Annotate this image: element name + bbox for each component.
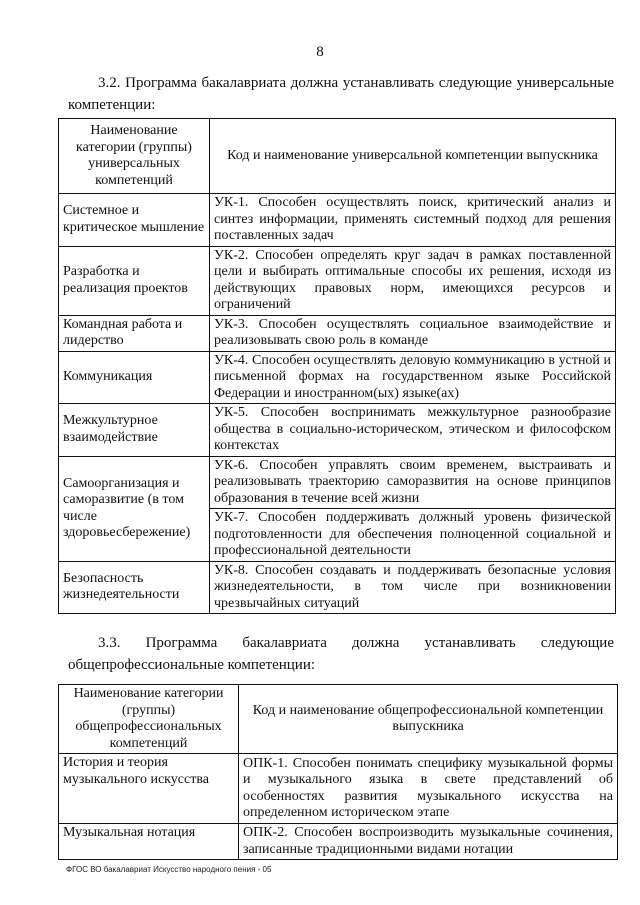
- competence-cell: УК-4. Способен осуществлять деловую коммуникацию в устной и письменной формах на государственном языке Российской Федерации и иностранном(ых) языке(ах): [210, 351, 616, 404]
- category-cell: Самоорганизация и саморазвитие (в том числе здоровьесбережение): [59, 456, 210, 561]
- competence-cell: УК-3. Способен осуществлять социальное взаимодействие и реализовывать свою роль в команде: [210, 315, 616, 351]
- general-professional-competencies-table: [58, 684, 618, 860]
- universal-competencies-table: [58, 118, 616, 614]
- intro-word: бакалавриата: [242, 635, 327, 651]
- competence-cell: УК-5. Способен воспринимать межкультурное разнообразие общества в социально-историческом, этическом и философском контекстах: [210, 404, 616, 457]
- table-row: [59, 351, 616, 404]
- section-3-3-intro-line2: общепрофессиональные компетенции:: [68, 657, 316, 673]
- table-row: [59, 456, 616, 509]
- intro-word: должна: [351, 635, 400, 651]
- page-number: 8: [316, 44, 324, 60]
- header-category: Наименование категории (группы) общепрофессиональных компетенций: [59, 685, 239, 754]
- category-cell: Коммуникация: [59, 351, 210, 404]
- intro-word: Программа: [145, 635, 218, 651]
- header-category: Наименование категории (группы) универсальных компетенций: [59, 119, 210, 194]
- page-footer: ФГОС ВО бакалавриат Искусство народного пения - 05: [66, 865, 272, 874]
- competence-cell: УК-7. Способен поддерживать должный уровень физической подготовленности для обеспечения полноценной социальной и профессиональной деятельности: [210, 509, 616, 562]
- competence-cell: ОПК-2. Способен воспроизводить музыкальные сочинения, записанные традиционными видами нотации: [239, 824, 618, 860]
- intro-word: следующие: [540, 635, 614, 651]
- section-3-3-intro: [68, 632, 614, 676]
- table-row: [59, 754, 618, 824]
- category-cell: Командная работа и лидерство: [59, 315, 210, 351]
- header-competence: Код и наименование универсальной компетенции выпускника: [210, 119, 616, 194]
- intro-word: устанавливать: [424, 635, 516, 651]
- competence-cell: УК-8. Способен создавать и поддерживать безопасные условия жизнедеятельности, в том числе при возникновении чрезвычайных ситуаций: [210, 561, 616, 614]
- table-row: [59, 194, 616, 247]
- category-cell: Безопасность жизнедеятельности: [59, 561, 210, 614]
- competence-cell: УК-6. Способен управлять своим временем, выстраивать и реализовывать траекторию саморазвития на основе принципов образования в течение всей жизни: [210, 456, 616, 509]
- table-row: [59, 561, 616, 614]
- category-cell: Разработка и реализация проектов: [59, 246, 210, 315]
- category-cell: Межкультурное взаимодействие: [59, 404, 210, 457]
- category-cell: Музыкальная нотация: [59, 824, 239, 860]
- table-row: [59, 315, 616, 351]
- table-row: [59, 246, 616, 315]
- table-header-row: [59, 119, 616, 194]
- competence-cell: ОПК-1. Способен понимать специфику музыкальной формы и музыкального языка в свете представлений об особенностях развития музыкального искусства на определенном историческом этапе: [239, 754, 618, 824]
- category-cell: Системное и критическое мышление: [59, 194, 210, 247]
- intro-word: 3.3.: [98, 635, 121, 651]
- table-row: [59, 404, 616, 457]
- category-cell: История и теория музыкального искусства: [59, 754, 239, 824]
- header-competence: Код и наименование общепрофессиональной компетенции выпускника: [239, 685, 618, 754]
- competence-cell: УК-2. Способен определять круг задач в рамках поставленной цели и выбирать оптимальные способы их решения, исходя из действующих правовых норм, имеющихся ресурсов и ограничений: [210, 246, 616, 315]
- section-3-3-intro-line1: [68, 632, 614, 654]
- table-row: [59, 824, 618, 860]
- competence-cell: УК-1. Способен осуществлять поиск, критический анализ и синтез информации, применять системный подход для решения поставленных задач: [210, 194, 616, 247]
- section-3-2-intro: 3.2. Программа бакалавриата должна устанавливать следующие универсальные компетенции:: [68, 75, 614, 113]
- table-header-row: [59, 685, 618, 754]
